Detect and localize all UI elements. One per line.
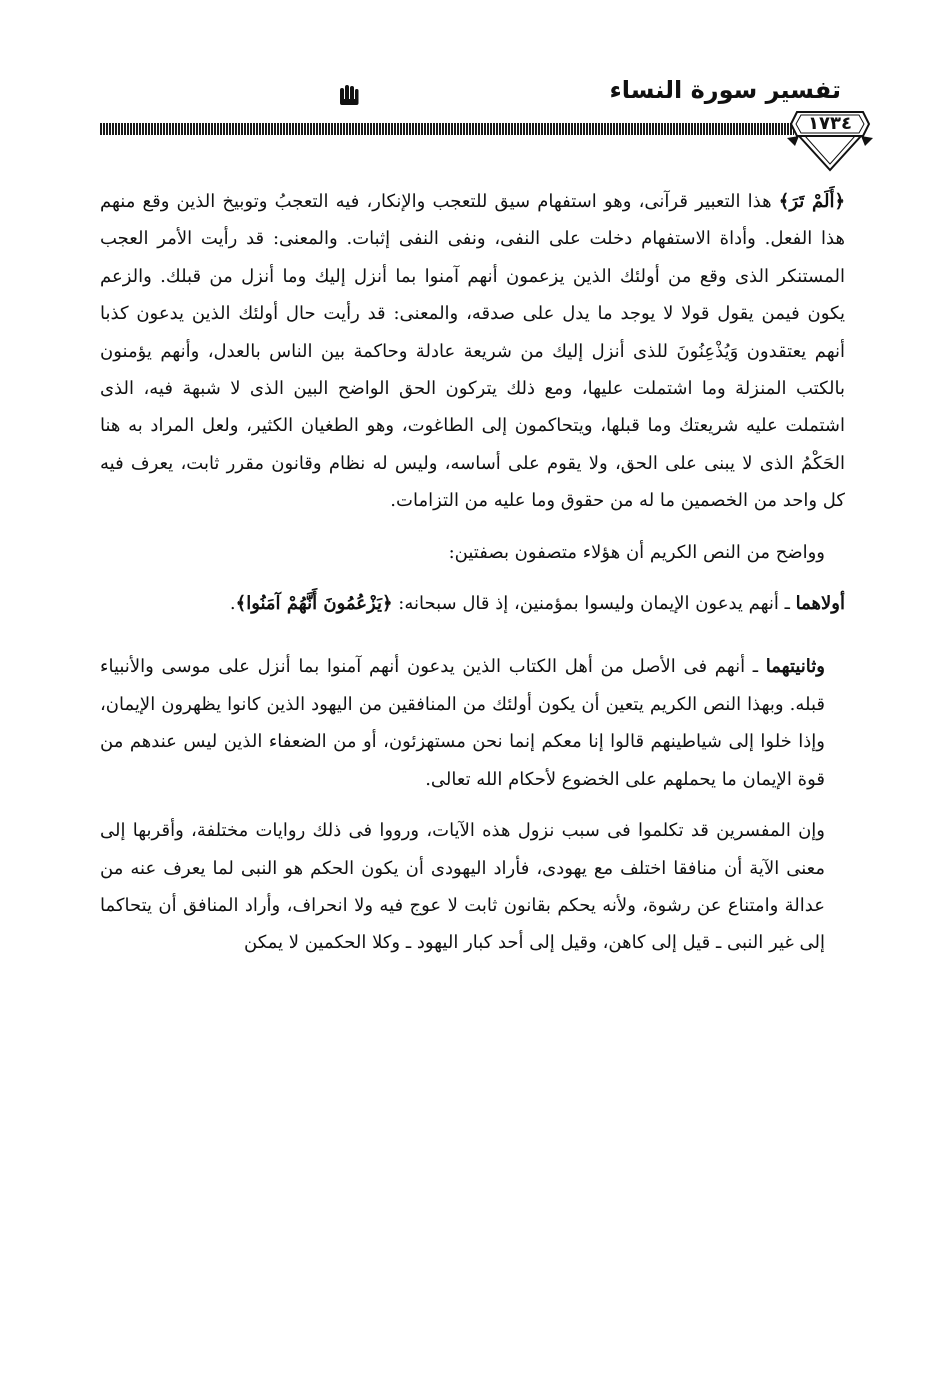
paragraph-exegetes: [100, 812, 845, 962]
hand-ornament-icon: [338, 82, 360, 106]
paragraph-text: ـ أنهم يدعون الإيمان وليسوا بمؤمنين، إذ قال سبحانه:: [392, 593, 796, 615]
paragraph-two-traits: [100, 534, 845, 571]
paragraph-tail: .: [229, 593, 236, 615]
first-trait-label: أولاهما: [795, 593, 845, 615]
header-rule: [100, 123, 794, 135]
second-trait-label: وثانيتهما: [765, 656, 825, 678]
book-title: تفسير سورة النساء: [609, 76, 841, 104]
quran-phrase-alam-tara: ﴿أَلَمْ تَرَ﴾: [778, 191, 845, 212]
paragraph-text: وإن المفسرين قد تكلموا فى سبب نزول هذه الآيات، ورووا فى ذلك روايات مختلفة، وأقربها إلى معنى الآية أن منافقا اختلف مع يهودى، فأراد اليهودى أن يكون الحكم هو النبى لما يعرف عنه من عدالة وامتناع عن رشوة، ولأنه يحكم بقانون ثابت لا عوج فيه ولا انحراف، وأراد المنافق أن يتحاكما إلى غير النبى ـ قيل إلى كاهن، وقيل إلى أحد كبار اليهود ـ وكلا الحكمين لا يمكن: [100, 820, 825, 954]
quran-quote: ﴿يَزْعُمُونَ أَنَّهُمْ آمَنُوا﴾: [235, 593, 393, 615]
paragraph-text: ـ أنهم فى الأصل من أهل الكتاب الذين يدعون أنهم آمنوا بما أنزل على موسى والأنبياء قبله. وبهذا النص الكريم يتعين أن يكون أولئك من المنافقين من اليهود الذين كانوا يظهرون الإيمان، وإذا خلوا إلى شياطينهم قالوا إنا معكم إنما نحن مستهزئون، أو من الضعفاء الذين ليس عندهم من قوة الإيمان ما يحملهم على الخضوع لأحكام الله تعالى.: [100, 656, 825, 790]
paragraph-intro: [100, 183, 845, 520]
paragraph-text: هذا التعبير قرآنى، وهو استفهام سيق للتعجب والإنكار، فيه التعجبُ وتوبيخ الذين وقع منهم هذا الفعل. وأداة الاستفهام دخلت على النفى، ونفى النفى إثبات. والمعنى: قد رأيت الأمر العجب المستنكر الذى وقع من أولئك الذين يزعمون أنهم آمنوا بما أنزل إليك وما أنزل من قبلك. والزعم يكون فيمن يقول قولا لا يوجد ما يدل على صدقه، والمعنى: قد رأيت حال أولئك الذين يدعون كذبا أنهم يعتقدون وَيُذْعِنُونَ للذى أنزل إليك من شريعة عادلة وحاكمة بين الناس بالعدل، وأنهم يؤمنون بالكتب المنزلة وما اشتملت عليها، ومع ذلك يتركون الحق الواضح البين الذى لا شبهة فيه، الذى اشتملت عليه شريعتك وما قبلها، ويتحاكمون إلى الطاغوت، وهو الطغيان الكثير، ولعل المراد به هنا الحَكْمُ الذى لا يبنى على الحق، ولا يقوم على أساسه، وليس له نظام وقانون مقرر ثابت، يعرف فيه كل واحد من الخصمين ما له من حقوق وما عليه من التزامات.: [100, 191, 845, 512]
page-header: [0, 0, 936, 180]
paragraph-second-trait: [100, 648, 845, 798]
body-text: [100, 183, 845, 962]
paragraph-first-trait: [100, 585, 845, 622]
page-number: ١٧٣٤: [808, 113, 852, 134]
paragraph-text: وواضح من النص الكريم أن هؤلاء متصفون بصفتين:: [448, 541, 825, 563]
